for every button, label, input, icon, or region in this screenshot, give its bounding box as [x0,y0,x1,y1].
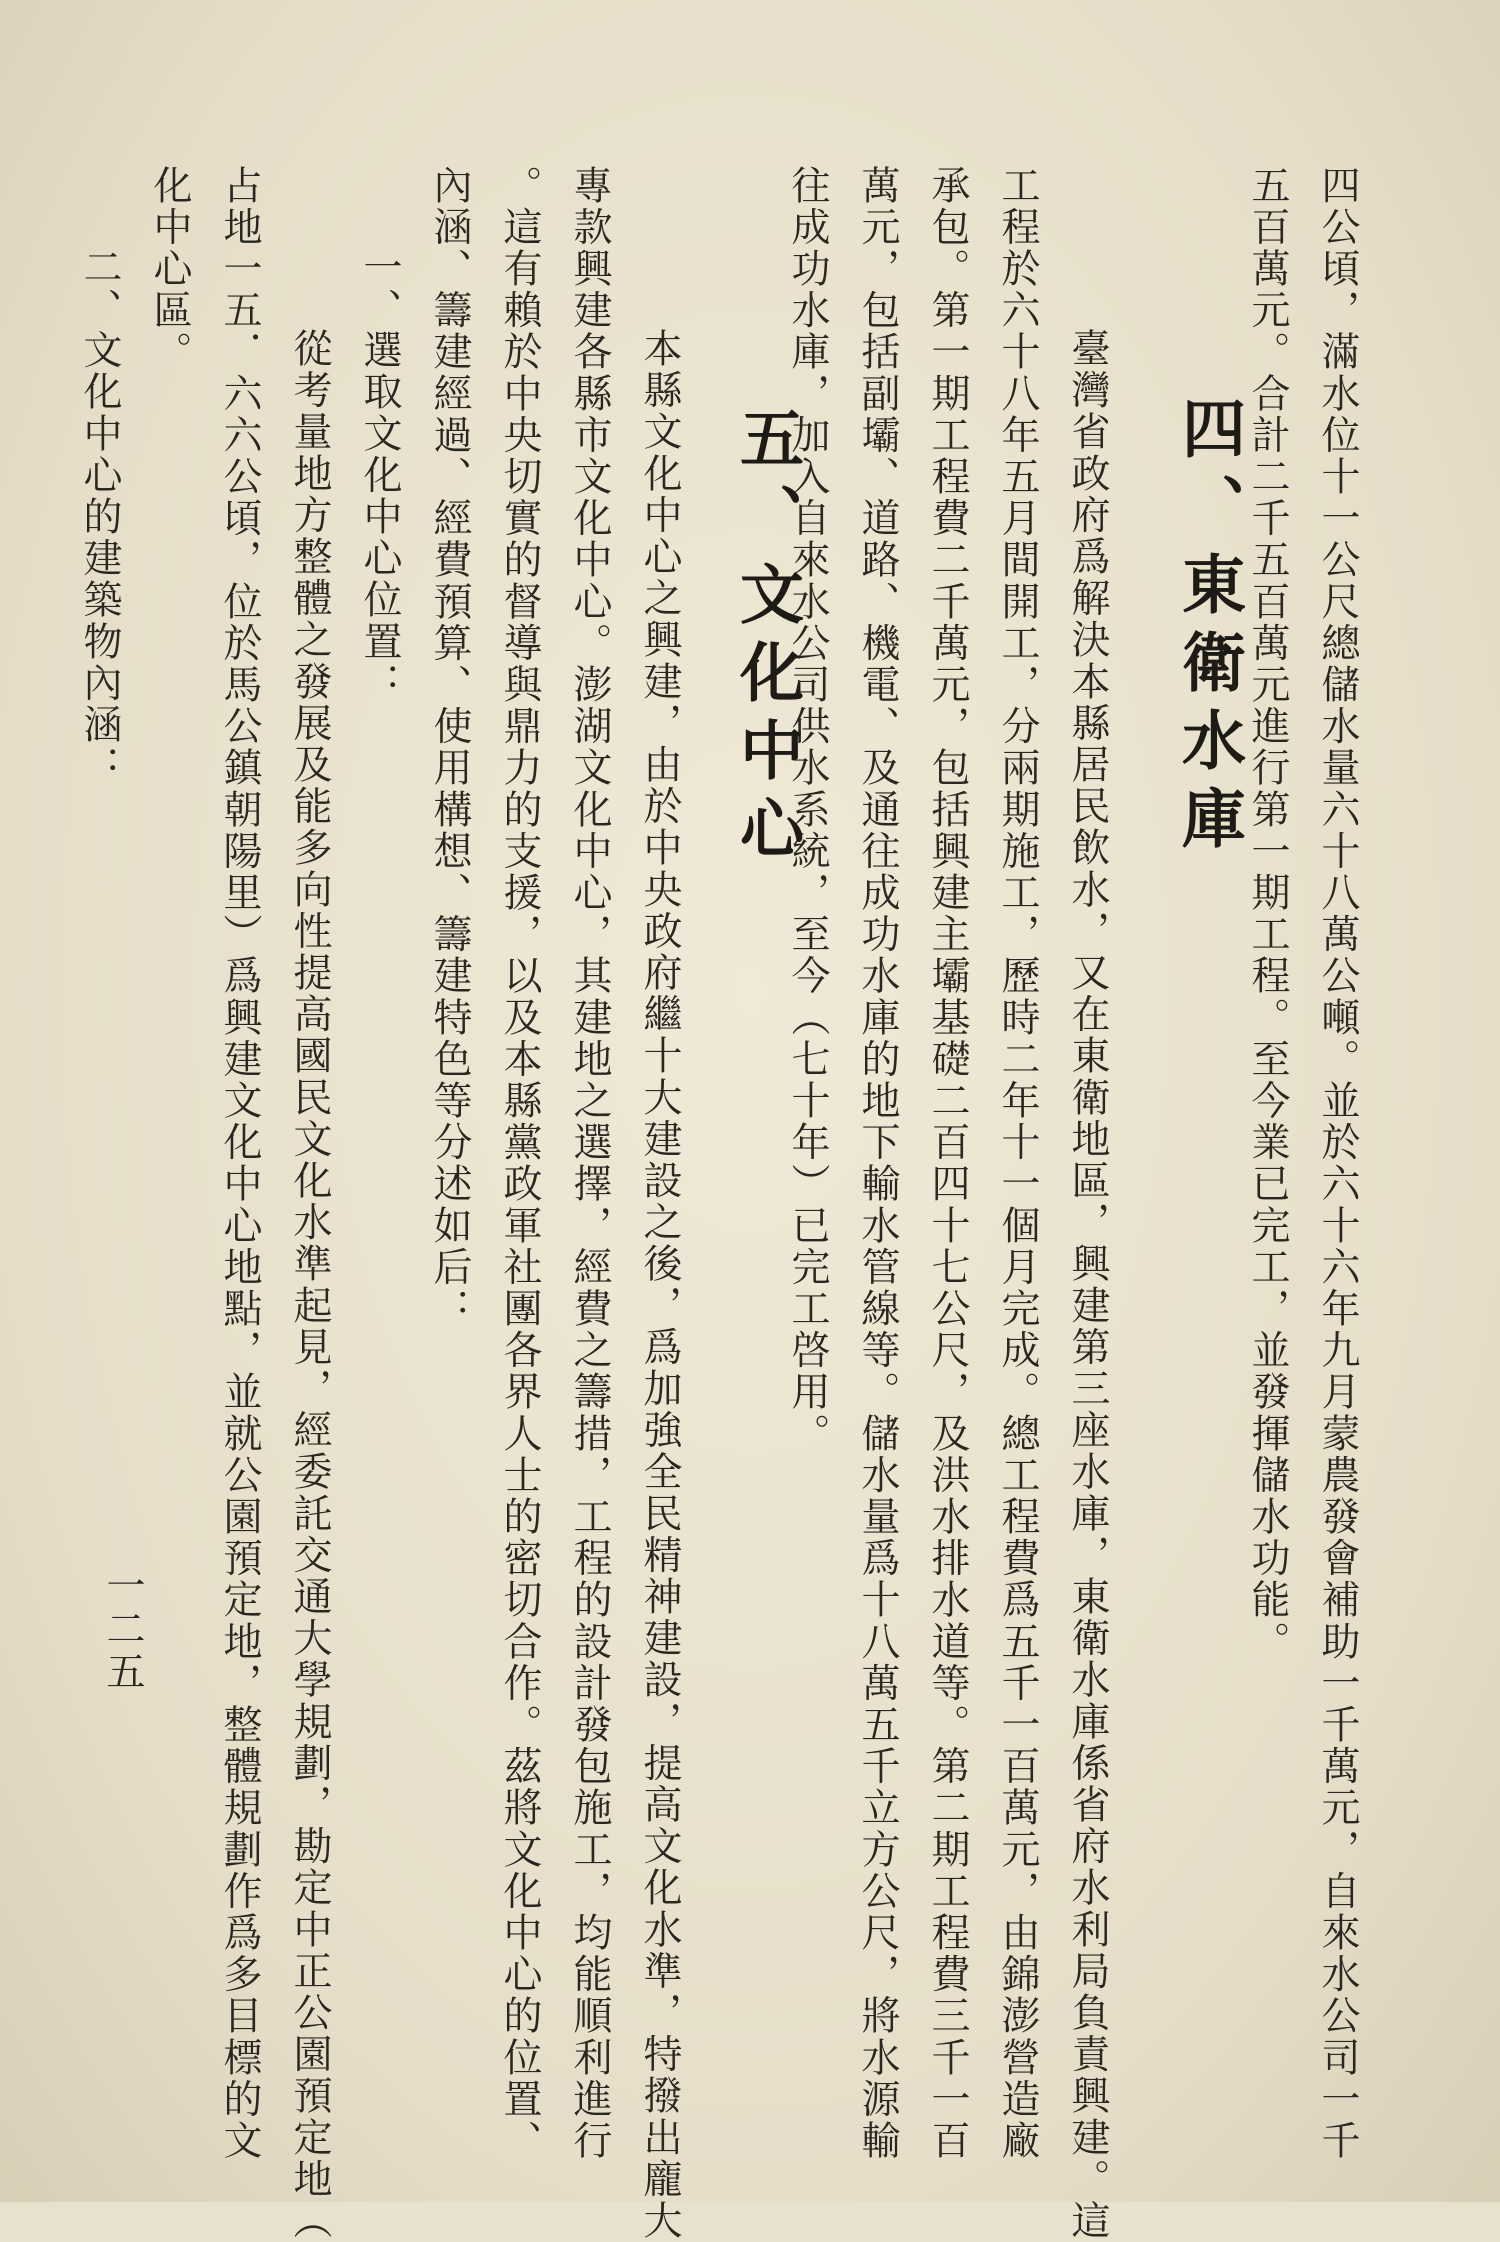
text-line: 專款興建各縣市文化中心。澎湖文化中心，其建地之選擇，經費之籌措，工程的設計發包施工，均能順利進行 [567,165,612,2162]
text-line: 從考量地方整體之發展及能多向性提高國民文化水準起見，經委託交通大學規劃，勘定中正公園預定地（ [287,245,332,2242]
text-line: 工程於六十八年五月間開工，分兩期施工，歷時二年十一個月完成。總工程費爲五千一百萬元，由錦澎營造廠 [995,165,1040,2162]
text-line: 萬元，包括副壩、道路、機電、及通往成功水庫的地下輸水管線等。儲水量爲十八萬五千立方公尺，將水源輸 [855,165,900,2162]
text-line: 四公頃，滿水位十一公尺總儲水量六十八萬公噸。並於六十六年九月蒙農發會補助一千萬元，自來水公司一千 [1315,165,1360,2162]
page-number: 一二五 [100,1565,145,1694]
text-line: 內涵、籌建經過、經費預算、使用構想、籌建特色等分述如后： [427,165,472,1330]
text-line: 本縣文化中心之興建，由於中央政府繼十大建設之後，爲加強全民精神建設，提高文化水準，特撥出龐大 [637,245,682,2242]
text-line: 。這有賴於中央切實的督導與鼎力的支援，以及本縣黨政軍社團各界人士的密切合作。茲將文化中心的位置、 [497,165,542,2162]
section-heading: 四、東衛水庫 [1171,395,1246,863]
text-line: 五百萬元。合計二千五百萬元進行第一期工程。至今業已完工，並發揮儲水功能。 [1245,165,1290,1663]
text-line: 占地一五．六六公頃，位於馬公鎮朝陽里）爲興建文化中心地點，並就公園預定地，整體規劃作爲多目標的文 [217,165,262,2162]
section-heading: 五、文化中心 [729,405,804,873]
text-line: 臺灣省政府爲解決本縣居民飲水，又在東衛地區，興建第三座水庫，東衛水庫係省府水利局負責興建。這 [1065,245,1110,2242]
subsection-heading: 二、文化中心的建築物內涵： [77,205,122,788]
text-line: 承包。第一期工程費二千萬元，包括興建主壩基礎二百四十七公尺，及洪水排水道等。第二期工程費三千一百 [925,165,970,2162]
text-line: 往成功水庫，加入自來水公司供水系統，至今（七十年）已完工啓用。 [785,165,830,1455]
subsection-heading: 一、選取文化中心位置： [357,205,402,705]
text-line: 化中心區。 [147,165,192,373]
